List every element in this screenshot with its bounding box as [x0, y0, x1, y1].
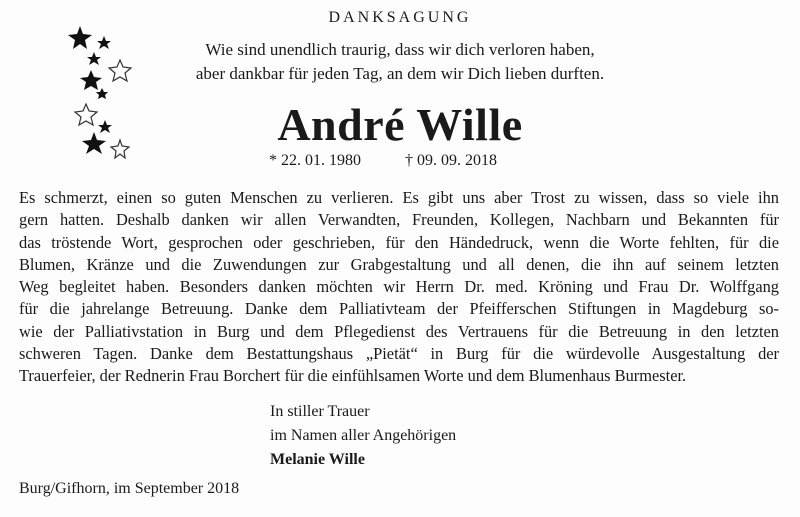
text-line: Es schmerzt, einen so guten Menschen zu verlieren. Es gibt uns aber Trost zu wissen, dass so viele ihn [19, 188, 779, 207]
text-line: Blumen, Kränze und die Zuwendungen zur Grabgestaltung und all denen, die ihn auf seinem letzten [19, 254, 779, 274]
birth-date: * 22. 01. 1980 [269, 152, 361, 169]
text-line: gern hatten. Deshalb danken wir allen Verwandten, Freunden, Kollegen, Nachbarn und Bekannten für [19, 210, 779, 230]
thanks-text [19, 187, 779, 388]
notice-heading: DANKSAGUNG [328, 9, 472, 26]
place-date: Burg/Gifhorn, im September 2018 [19, 480, 240, 497]
text-line: schweren Tagen. Danke dem Bestattungshaus „Pietät“ in Burg für die würdevolle Ausgestaltung der [19, 344, 779, 364]
text-line: für die jahrelange Betreuung. Danke dem Palliativteam der Pfeifferschen Stiftungen in Magdeburg so- [19, 299, 779, 319]
memorial-quote [0, 38, 800, 86]
death-date: † 09. 09. 2018 [405, 152, 497, 169]
text-line: Weg begleitet haben. Besonders danken möchten wir Herrn Dr. med. Kröning und Frau Dr. Wolffgang [19, 277, 779, 297]
closing-line: In stiller Trauer [270, 403, 370, 420]
text-line: Trauerfeier, der Rednerin Frau Borchert für die einfühlsamen Worte und dem Blumenhaus Burmester. [19, 366, 687, 386]
text-line: das tröstende Wort, gesprochen oder geschrieben, für den Händedruck, wenn die Worte fehlten, für die [19, 232, 779, 252]
closing-block [270, 400, 456, 472]
quote-line: aber dankbar für jeden Tag, an dem wir Dich lieben durften. [195, 64, 605, 83]
quote-line: Wie sind unendlich traurig, dass wir dich verloren haben, [205, 40, 595, 59]
text-line: wie der Palliativstation in Burg und dem Pflegedienst des Vertrauens für die Betreuung in den letzten [19, 321, 779, 341]
signer-name: Melanie Wille [270, 451, 365, 468]
deceased-name: André Wille [277, 99, 523, 150]
closing-line: im Namen aller Angehörigen [270, 427, 457, 444]
life-dates [269, 152, 497, 170]
